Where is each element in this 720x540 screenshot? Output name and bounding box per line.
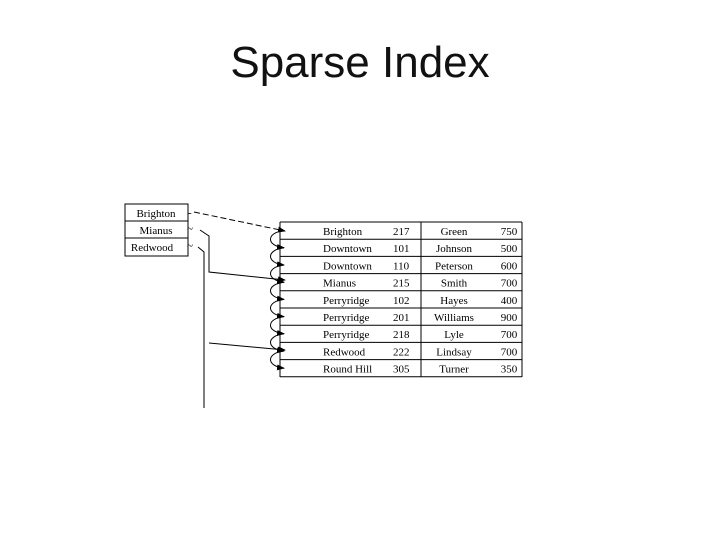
record-account-cell: 217 bbox=[393, 226, 410, 238]
record-customer-cell: Lyle bbox=[444, 329, 464, 342]
record-branch-cell: Downtown bbox=[323, 260, 372, 273]
record-customer-cell: Hayes bbox=[440, 294, 468, 307]
record-account-cell: 102 bbox=[393, 294, 410, 307]
record-balance-cell: 700 bbox=[500, 329, 518, 342]
index-pointer-arrow-brighton bbox=[194, 212, 285, 231]
record-account-cell: 101 bbox=[393, 243, 410, 256]
record-branch-cell: Perryridge bbox=[323, 329, 370, 342]
record-branch-cell: Mianus bbox=[323, 277, 356, 290]
index-pointer-mark-1: - bbox=[188, 207, 192, 219]
record-account-cell: 110 bbox=[393, 260, 410, 273]
record-balance-cell: 900 bbox=[500, 312, 518, 324]
slide-title: Sparse Index bbox=[230, 38, 490, 87]
record-branch-cell: Perryridge bbox=[323, 294, 370, 307]
record-branch-cell: Perryridge bbox=[323, 312, 370, 324]
record-branch-cell: Redwood bbox=[323, 346, 366, 359]
record-customer-cell: Lindsay bbox=[436, 346, 472, 359]
record-customer-cell: Peterson bbox=[435, 260, 473, 273]
record-customer-cell: Green bbox=[440, 226, 468, 238]
record-rows bbox=[280, 226, 522, 377]
record-branch-cell: Brighton bbox=[323, 226, 363, 238]
record-balance-cell: 600 bbox=[500, 260, 518, 273]
index-pointer-arrow-redwood bbox=[198, 247, 285, 408]
record-balance-cell: 700 bbox=[500, 346, 518, 359]
index-entry-2: Mianus bbox=[139, 225, 173, 237]
index-entry-3: Redwood bbox=[130, 242, 174, 254]
record-branch-cell: Round Hill bbox=[323, 363, 373, 376]
record-customer-cell: Smith bbox=[440, 277, 468, 290]
record-balance-cell: 350 bbox=[500, 363, 518, 376]
record-account-cell: 222 bbox=[393, 346, 410, 359]
index-pointer-mark-3: ~ bbox=[187, 240, 193, 252]
record-customer-cell: Johnson bbox=[435, 243, 473, 256]
index-pointer-arrow-mianus bbox=[200, 230, 285, 280]
record-branch-cell: Downtown bbox=[323, 243, 372, 256]
record-chain-pointers bbox=[271, 231, 285, 369]
record-customer-cell: Turner bbox=[439, 363, 469, 376]
record-account-cell: 215 bbox=[393, 277, 410, 290]
record-customer-cell: Williams bbox=[434, 312, 474, 324]
record-balance-cell: 750 bbox=[500, 226, 518, 238]
record-balance-cell: 400 bbox=[500, 294, 518, 307]
index-file bbox=[125, 204, 193, 256]
record-account-cell: 218 bbox=[393, 329, 410, 342]
record-file bbox=[280, 222, 522, 377]
index-pointer-mark-2: ~ bbox=[187, 223, 193, 235]
record-balance-cell: 500 bbox=[500, 243, 518, 256]
index-entry-1: Brighton bbox=[136, 208, 176, 220]
record-account-cell: 201 bbox=[393, 312, 410, 324]
record-account-cell: 305 bbox=[393, 363, 410, 376]
record-balance-cell: 700 bbox=[500, 277, 518, 290]
